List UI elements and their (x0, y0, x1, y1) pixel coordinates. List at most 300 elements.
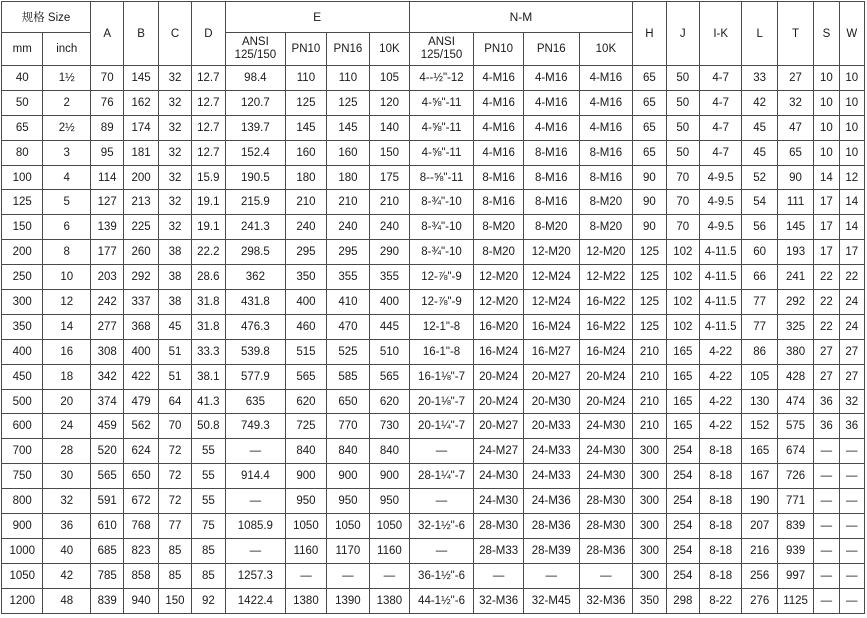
table-cell: 4-11.5 (699, 314, 741, 339)
table-cell: 839 (777, 514, 813, 539)
header-nm-ansi-line2: 125/150 (420, 49, 463, 61)
table-cell: 3 (43, 140, 91, 165)
table-row (2, 563, 865, 588)
table-cell: 22 (814, 290, 839, 315)
table-cell: 380 (777, 339, 813, 364)
table-cell: 15.9 (192, 165, 225, 190)
table-cell: 337 (124, 290, 158, 315)
table-cell: 4-11.5 (699, 240, 741, 265)
table-cell: 10 (43, 265, 91, 290)
table-cell: 105 (742, 364, 777, 389)
table-cell: 8-M16 (523, 140, 579, 165)
table-cell: 32 (158, 115, 191, 140)
table-cell: 240 (326, 215, 370, 240)
table-cell: 355 (370, 265, 409, 290)
table-cell: 14 (814, 165, 839, 190)
table-cell: 55 (192, 489, 225, 514)
table-cell: 650 (326, 389, 370, 414)
header-nm-ansi-line1: ANSI (428, 36, 455, 48)
table-cell: 98.4 (225, 66, 286, 91)
table-cell: 8-M20 (579, 215, 633, 240)
table-cell: 1050 (370, 514, 409, 539)
table-cell: 165 (742, 439, 777, 464)
table-cell: 50 (666, 140, 699, 165)
table-cell: 36 (839, 414, 864, 439)
table-cell: 577.9 (225, 364, 286, 389)
table-cell: 4-22 (699, 364, 741, 389)
table-cell: 70 (666, 215, 699, 240)
table-cell: 210 (370, 190, 409, 215)
table-cell: 674 (777, 439, 813, 464)
table-cell: 8-18 (699, 489, 741, 514)
table-cell: 300 (633, 489, 666, 514)
table-cell: 1200 (2, 588, 43, 613)
table-cell: 180 (286, 165, 326, 190)
table-cell: 45 (742, 115, 777, 140)
header-e-pn16: PN16 (326, 33, 370, 66)
table-cell: 72 (158, 439, 191, 464)
table-cell: 24 (839, 290, 864, 315)
table-cell: 839 (91, 588, 124, 613)
table-cell: 10 (839, 140, 864, 165)
table-cell: 52 (742, 165, 777, 190)
table-cell: 125 (633, 314, 666, 339)
header-t: T (777, 2, 813, 66)
table-cell: 565 (286, 364, 326, 389)
table-cell: 65 (633, 66, 666, 91)
table-cell: 47 (777, 115, 813, 140)
table-cell: 350 (2, 314, 43, 339)
table-cell: 210 (633, 339, 666, 364)
table-cell: 12-M20 (523, 240, 579, 265)
table-cell: 145 (777, 215, 813, 240)
table-cell: 55 (192, 439, 225, 464)
table-cell: 24-M36 (523, 489, 579, 514)
table-cell: 4-M16 (579, 66, 633, 91)
table-cell: 725 (286, 414, 326, 439)
table-cell: 20-M24 (474, 364, 524, 389)
table-cell: 20-M33 (523, 414, 579, 439)
table-cell: 1380 (286, 588, 326, 613)
table-cell: 32 (839, 389, 864, 414)
table-cell: 800 (2, 489, 43, 514)
table-cell: 997 (777, 563, 813, 588)
header-nm-pn10: PN10 (474, 33, 524, 66)
table-cell: 60 (742, 240, 777, 265)
table-cell: 1390 (326, 588, 370, 613)
table-cell: 585 (326, 364, 370, 389)
table-cell: 51 (158, 339, 191, 364)
table-cell: 92 (192, 588, 225, 613)
table-row (2, 240, 865, 265)
table-cell: 12-⅞"-9 (409, 290, 474, 315)
dimension-spec-table (1, 1, 865, 614)
table-cell: 33 (742, 66, 777, 91)
table-cell: 160 (326, 140, 370, 165)
table-cell: 216 (742, 538, 777, 563)
header-e-10k: 10K (370, 33, 409, 66)
table-cell: 342 (91, 364, 124, 389)
table-cell: 8-¾"-10 (409, 240, 474, 265)
table-cell: 28-M30 (579, 489, 633, 514)
table-cell: 24-M30 (474, 464, 524, 489)
table-cell: 4-⅝"-11 (409, 140, 474, 165)
header-e-ansi (225, 33, 286, 66)
table-cell: 19.1 (192, 190, 225, 215)
table-cell: 42 (43, 563, 91, 588)
table-cell: 8-M16 (579, 165, 633, 190)
table-cell: 823 (124, 538, 158, 563)
table-cell: 86 (742, 339, 777, 364)
table-cell: 1125 (777, 588, 813, 613)
table-cell: 431.8 (225, 290, 286, 315)
table-cell: 8-M16 (474, 190, 524, 215)
table-row (2, 314, 865, 339)
table-cell: 190.5 (225, 165, 286, 190)
table-cell: 165 (666, 339, 699, 364)
table-cell: — (839, 489, 864, 514)
table-cell: 4-M16 (523, 66, 579, 91)
table-cell: 5 (43, 190, 91, 215)
table-cell: 12-M22 (579, 265, 633, 290)
table-cell: 12-⅞"-9 (409, 265, 474, 290)
table-cell: 600 (2, 414, 43, 439)
table-cell: 240 (370, 215, 409, 240)
table-cell: 4-M16 (474, 115, 524, 140)
table-cell: 190 (742, 489, 777, 514)
table-cell: 33.3 (192, 339, 225, 364)
table-cell: 10 (814, 115, 839, 140)
table-cell: 177 (91, 240, 124, 265)
table-cell: 8-M16 (523, 190, 579, 215)
table-cell: 1050 (326, 514, 370, 539)
table-cell: 16-M22 (579, 314, 633, 339)
table-cell: 1380 (370, 588, 409, 613)
table-cell: 24-M33 (523, 439, 579, 464)
table-cell: 24 (839, 314, 864, 339)
table-cell: 749.3 (225, 414, 286, 439)
header-nm: N-M (409, 2, 633, 33)
table-cell: 32 (158, 190, 191, 215)
table-row (2, 439, 865, 464)
table-cell: — (814, 563, 839, 588)
table-cell: 152 (742, 414, 777, 439)
table-cell: 726 (777, 464, 813, 489)
table-cell: 65 (2, 115, 43, 140)
table-cell: — (839, 563, 864, 588)
table-cell: 4-22 (699, 414, 741, 439)
table-cell: 254 (666, 563, 699, 588)
header-ik: I-K (699, 2, 741, 66)
table-cell: 8-M20 (579, 190, 633, 215)
table-cell: 105 (370, 66, 409, 91)
table-cell: — (839, 464, 864, 489)
header-e-ansi-line1: ANSI (241, 36, 269, 48)
table-cell: 8-M20 (474, 240, 524, 265)
table-cell: 620 (370, 389, 409, 414)
table-cell: 22 (839, 265, 864, 290)
table-cell: 17 (814, 190, 839, 215)
table-cell: 32-M36 (474, 588, 524, 613)
table-cell: 102 (666, 314, 699, 339)
table-cell: 4-M16 (579, 115, 633, 140)
table-cell: 139 (91, 215, 124, 240)
table-cell: 89 (91, 115, 124, 140)
header-row-main (2, 2, 865, 33)
table-cell: 295 (326, 240, 370, 265)
table-cell: 56 (742, 215, 777, 240)
table-cell: 65 (777, 140, 813, 165)
table-row (2, 140, 865, 165)
table-cell: 785 (91, 563, 124, 588)
table-cell: 66 (742, 265, 777, 290)
table-row (2, 514, 865, 539)
table-cell: 175 (370, 165, 409, 190)
table-cell: 27 (814, 339, 839, 364)
table-cell: 17 (814, 215, 839, 240)
table-cell: 95 (91, 140, 124, 165)
table-cell: — (814, 588, 839, 613)
table-cell: 125 (326, 90, 370, 115)
table-cell: 24-M27 (474, 439, 524, 464)
table-cell: 562 (124, 414, 158, 439)
table-cell: 70 (666, 190, 699, 215)
table-cell: 32 (158, 66, 191, 91)
table-cell: 180 (326, 165, 370, 190)
table-cell: 2 (43, 90, 91, 115)
table-cell: 140 (370, 115, 409, 140)
table-cell: 28-M36 (523, 514, 579, 539)
table-cell: — (474, 563, 524, 588)
table-cell: 4-7 (699, 115, 741, 140)
table-cell: 460 (286, 314, 326, 339)
table-cell: 150 (158, 588, 191, 613)
header-inch: inch (43, 33, 91, 66)
table-cell: 90 (633, 165, 666, 190)
table-cell: — (814, 538, 839, 563)
header-w: W (839, 2, 864, 66)
table-cell: 4--½"-12 (409, 66, 474, 91)
table-cell: 32 (158, 140, 191, 165)
table-cell: 54 (742, 190, 777, 215)
table-cell: 70 (666, 165, 699, 190)
table-cell: 254 (666, 439, 699, 464)
table-cell: 4-22 (699, 389, 741, 414)
table-cell: 292 (124, 265, 158, 290)
table-cell: 10 (839, 90, 864, 115)
table-cell: 4-M16 (474, 90, 524, 115)
table-cell: 16-M24 (579, 339, 633, 364)
table-cell: 610 (91, 514, 124, 539)
table-cell: 12 (839, 165, 864, 190)
table-cell: 20-1¼"-7 (409, 414, 474, 439)
table-cell: — (523, 563, 579, 588)
table-cell: 4-M16 (474, 66, 524, 91)
table-cell: 127 (91, 190, 124, 215)
table-cell: 125 (2, 190, 43, 215)
table-cell: 165 (666, 414, 699, 439)
table-row (2, 489, 865, 514)
table-cell: 110 (286, 66, 326, 91)
table-cell: 203 (91, 265, 124, 290)
header-j: J (666, 2, 699, 66)
table-cell: 17 (839, 240, 864, 265)
table-cell: 28-M33 (474, 538, 524, 563)
table-cell: 150 (370, 140, 409, 165)
table-cell: 85 (158, 538, 191, 563)
table-cell: 225 (124, 215, 158, 240)
header-c: C (158, 2, 191, 66)
table-cell: 300 (633, 563, 666, 588)
table-cell: 260 (124, 240, 158, 265)
header-nm-10k: 10K (579, 33, 633, 66)
table-cell: 40 (43, 538, 91, 563)
table-cell: 27 (814, 364, 839, 389)
table-cell: 8-M20 (474, 215, 524, 240)
table-cell: 1160 (286, 538, 326, 563)
table-cell: 114 (91, 165, 124, 190)
table-cell: 210 (633, 389, 666, 414)
table-cell: 28-M30 (579, 514, 633, 539)
table-row (2, 364, 865, 389)
table-cell: 10 (839, 115, 864, 140)
table-cell: 4-7 (699, 66, 741, 91)
table-cell: 730 (370, 414, 409, 439)
table-cell: 45 (742, 140, 777, 165)
table-cell: 215.9 (225, 190, 286, 215)
table-cell: 50 (2, 90, 43, 115)
header-l: L (742, 2, 777, 66)
table-cell: 75 (192, 514, 225, 539)
table-cell: 102 (666, 240, 699, 265)
table-row (2, 588, 865, 613)
table-cell: 300 (633, 538, 666, 563)
table-cell: 256 (742, 563, 777, 588)
table-cell: 4-7 (699, 90, 741, 115)
header-b: B (124, 2, 158, 66)
table-cell: — (814, 439, 839, 464)
table-cell: 1257.3 (225, 563, 286, 588)
table-cell: 32 (777, 90, 813, 115)
table-cell: 22 (814, 265, 839, 290)
table-cell: 368 (124, 314, 158, 339)
table-cell: — (839, 538, 864, 563)
table-cell: 65 (633, 90, 666, 115)
table-cell: 8-¾"-10 (409, 190, 474, 215)
table-cell: 145 (124, 66, 158, 91)
table-row (2, 90, 865, 115)
table-cell: 298 (666, 588, 699, 613)
table-cell: 525 (326, 339, 370, 364)
table-row (2, 290, 865, 315)
table-cell: 174 (124, 115, 158, 140)
table-cell: 50 (666, 115, 699, 140)
table-cell: 250 (2, 265, 43, 290)
table-cell: — (839, 514, 864, 539)
table-cell: 102 (666, 290, 699, 315)
table-row (2, 339, 865, 364)
table-row (2, 190, 865, 215)
table-cell: 474 (777, 389, 813, 414)
table-cell: 840 (370, 439, 409, 464)
table-cell: 422 (124, 364, 158, 389)
header-nm-ansi (409, 33, 474, 66)
table-cell: 768 (124, 514, 158, 539)
header-e-ansi-line2: 125/150 (234, 49, 277, 61)
table-cell: 85 (192, 538, 225, 563)
table-cell: 10 (814, 90, 839, 115)
table-cell: 479 (124, 389, 158, 414)
table-cell: — (814, 489, 839, 514)
table-row (2, 66, 865, 91)
table-cell: 591 (91, 489, 124, 514)
table-cell: 32 (158, 90, 191, 115)
table-cell: 24-M33 (523, 464, 579, 489)
table-cell: 575 (777, 414, 813, 439)
table-cell: 325 (777, 314, 813, 339)
header-h: H (633, 2, 666, 66)
table-cell: 32-M45 (523, 588, 579, 613)
table-cell: 85 (192, 563, 225, 588)
table-cell: 14 (839, 215, 864, 240)
table-cell: 90 (633, 215, 666, 240)
table-cell: 8-M16 (523, 165, 579, 190)
table-cell: 900 (2, 514, 43, 539)
table-cell: 4-9.5 (699, 215, 741, 240)
table-cell: 685 (91, 538, 124, 563)
table-cell: 4-9.5 (699, 190, 741, 215)
table-cell: 14 (839, 190, 864, 215)
table-cell: 4-22 (699, 339, 741, 364)
table-cell: 193 (777, 240, 813, 265)
table-cell: 36 (43, 514, 91, 539)
table-cell: 167 (742, 464, 777, 489)
table-cell: 295 (286, 240, 326, 265)
table-cell: 400 (370, 290, 409, 315)
table-row (2, 115, 865, 140)
table-cell: 450 (2, 364, 43, 389)
table-cell: 12.7 (192, 90, 225, 115)
table-cell: 565 (370, 364, 409, 389)
table-cell: 950 (286, 489, 326, 514)
table-cell: 72 (158, 464, 191, 489)
table-cell: 42 (742, 90, 777, 115)
table-cell: 500 (2, 389, 43, 414)
table-cell: 362 (225, 265, 286, 290)
table-cell: 771 (777, 489, 813, 514)
table-cell: 76 (91, 90, 124, 115)
table-cell: 165 (666, 364, 699, 389)
table-cell: 130 (742, 389, 777, 414)
table-cell: 65 (633, 115, 666, 140)
table-cell: 102 (666, 265, 699, 290)
table-cell: 32-1½"-6 (409, 514, 474, 539)
table-cell: 308 (91, 339, 124, 364)
table-cell: 162 (124, 90, 158, 115)
table-cell: 1050 (2, 563, 43, 588)
table-cell: — (814, 464, 839, 489)
table-cell: 160 (286, 140, 326, 165)
table-cell: 400 (286, 290, 326, 315)
table-cell: 210 (326, 190, 370, 215)
table-cell: 8-18 (699, 464, 741, 489)
table-cell: 750 (2, 464, 43, 489)
table-cell: 111 (777, 190, 813, 215)
table-cell: 16-M24 (523, 314, 579, 339)
table-cell: 125 (286, 90, 326, 115)
table-cell: 950 (326, 489, 370, 514)
table-cell: 900 (370, 464, 409, 489)
